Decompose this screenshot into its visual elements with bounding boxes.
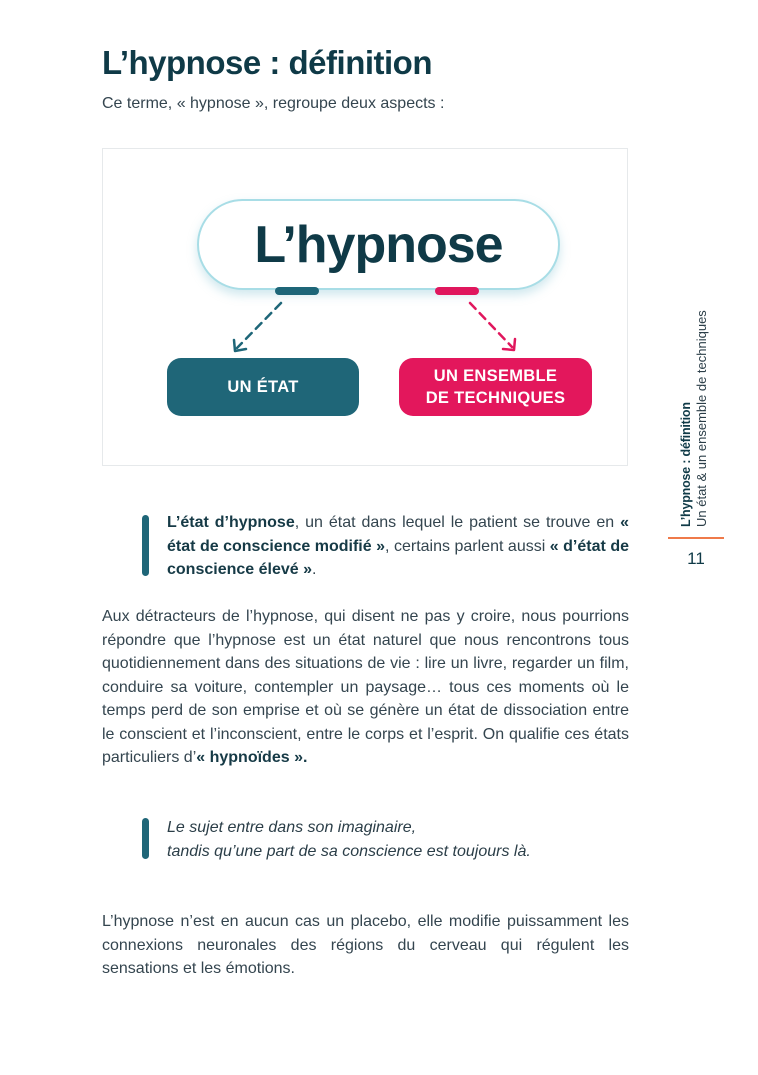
quote-bold-term: L’état d’hypnose (167, 514, 295, 531)
paragraph-bold: « hypnoïdes ». (196, 749, 308, 766)
techniques-box (399, 358, 592, 416)
diagram-arrows (103, 149, 629, 467)
running-header-title: L’hypnose : définition (679, 402, 693, 527)
etat-label: UN ÉTAT (227, 378, 299, 396)
quote-bold-term: « d’état de conscience élevé » (167, 537, 629, 578)
intro-text: Ce terme, « hypnose », regroupe deux aspects : (102, 95, 445, 112)
quote-etat-hypnose (167, 511, 629, 582)
central-label: L’hypnose (254, 215, 503, 274)
quote-text: , certains parlent aussi (385, 537, 550, 555)
left-dashed-arrow (234, 303, 281, 351)
page-number: 11 (687, 549, 705, 568)
techniques-label: UN ENSEMBLE DE TECHNIQUES (425, 367, 566, 407)
page-title: L’hypnose : définition (102, 44, 432, 81)
hypnose-diagram (102, 148, 628, 466)
quote-text: , un état dans lequel le patient se trouve en (294, 514, 621, 531)
running-header (678, 310, 710, 527)
quote-bar (142, 818, 149, 859)
etat-box (167, 358, 359, 416)
quote-line: tandis qu’une part de sa conscience est toujours là. (167, 842, 531, 860)
accent-divider (668, 537, 724, 539)
paragraph-text: Aux détracteurs de l’hypnose, qui disent ne pas y croire, nous pourrions répondre que l’hypnose est un état naturel que nous rencontrons tous quotidiennement dans des situations de vie : lire un livre, regarder un film, conduire sa voiture, contempler un paysage… tous ces moments où le temps perd de son emprise et où se génère un état de dissociation entre le conscient et l’inconscient, entre le corps et l’esprit. On qualifie ces états particuliers d’ (102, 608, 629, 766)
quote-bar (142, 515, 149, 576)
quote-line: Le sujet entre dans son imaginaire, (167, 819, 417, 836)
body-paragraph (102, 605, 629, 770)
quote-imaginaire (167, 816, 637, 863)
quote-bold-term: « état de conscience modifié » (167, 514, 629, 555)
body-paragraph: L’hypnose n’est en aucun cas un placebo, elle modifie puissamment les connexions neuronales des régions du cerveau qui régulent les sensations et les émotions. (102, 913, 629, 977)
right-dashed-arrow (470, 303, 515, 350)
quote-text: . (311, 561, 317, 578)
running-header-subtitle: Un état & un ensemble de techniques (694, 310, 709, 527)
